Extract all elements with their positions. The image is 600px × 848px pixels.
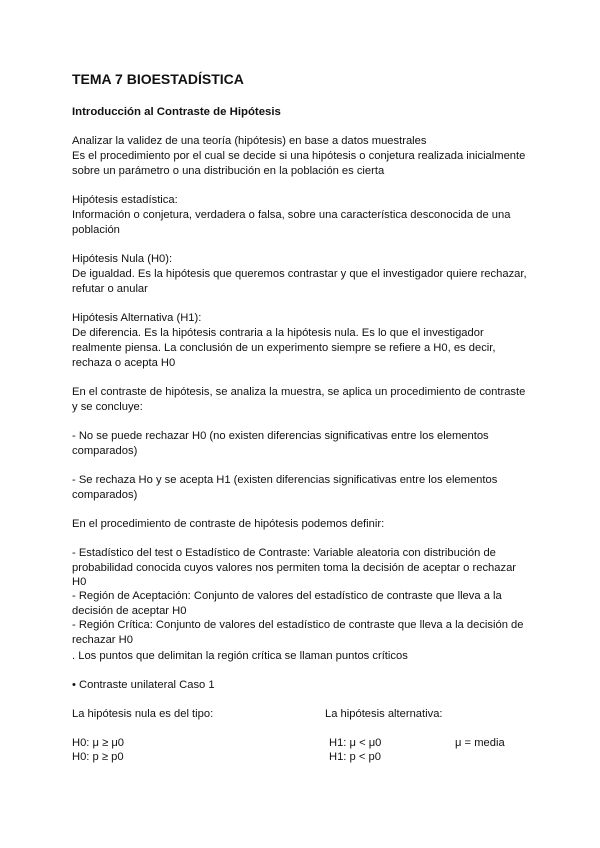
nula-heading: Hipótesis Nula (H0): [72, 253, 173, 265]
definicion-line: probabilidad conocida cuyos valores nos permiten toma la decisión de aceptar o rechazar [72, 562, 517, 574]
conclusion-line: comparados) [72, 445, 138, 457]
section-subtitle: Introducción al Contraste de Hipótesis [72, 106, 281, 118]
alternativa-line: rechaza o acepta H0 [72, 357, 176, 369]
alternativa-line: De diferencia. Es la hipótesis contraria a la hipótesis nula. Es lo que el investigador [72, 327, 484, 339]
definicion-line: decisión de aceptar H0 [72, 605, 187, 617]
caso-bullet: • Contraste unilateral Caso 1 [72, 679, 215, 691]
nula-tipo-header: La hipótesis nula es del tipo: [72, 708, 214, 720]
definicion-line: rechazar H0 [72, 634, 133, 646]
document-title: TEMA 7 BIOESTADÍSTICA [72, 71, 244, 87]
alternativa-heading: Hipótesis Alternativa (H1): [72, 312, 202, 324]
estadistica-line: población [72, 224, 120, 236]
estadistica-heading: Hipótesis estadística: [72, 194, 178, 206]
media-note: μ = media [455, 737, 505, 749]
nula-line: refutar o anular [72, 283, 148, 295]
definicion-line: - Región de Aceptación: Conjunto de valores del estadístico de contraste que lleva a la [72, 590, 502, 602]
h1-row: H1: μ < μ0 [329, 737, 382, 749]
definicion-line: - Estadístico del test o Estadístico de Contraste: Variable aleatoria con distribución de [72, 547, 496, 559]
nula-line: De igualdad. Es la hipótesis que queremos contrastar y que el investigador quiere rechazar, [72, 268, 527, 280]
definicion-line: . Los puntos que delimitan la región crítica se llaman puntos críticos [72, 650, 408, 662]
estadistica-line: Información o conjetura, verdadera o falsa, sobre una característica desconocida de una [72, 209, 511, 221]
intro-line: sobre un parámetro o una distribución en la población es cierta [72, 165, 385, 177]
contraste-line: En el contraste de hipótesis, se analiza la muestra, se aplica un procedimiento de contraste [72, 386, 526, 398]
contraste-line: y se concluye: [72, 401, 143, 413]
h1-row: H1: p < p0 [329, 751, 381, 763]
definicion-line: - Región Crítica: Conjunto de valores del estadístico de contraste que lleva a la decisión de [72, 619, 524, 631]
intro-line: Analizar la validez de una teoría (hipótesis) en base a datos muestrales [72, 135, 427, 147]
conclusion-line: comparados) [72, 489, 138, 501]
intro-line: Es el procedimiento por el cual se decide si una hipótesis o conjetura realizada inicialmente [72, 150, 526, 162]
definicion-line: H0 [72, 576, 87, 588]
definir-line: En el procedimiento de contraste de hipótesis podemos definir: [72, 518, 385, 530]
alternativa-line: realmente piensa. La conclusión de un experimento siempre se refiere a H0, es decir, [72, 342, 496, 354]
conclusion-line: - No se puede rechazar H0 (no existen diferencias significativas entre los elementos [72, 430, 489, 442]
h0-row: H0: μ ≥ μ0 [72, 737, 124, 749]
alternativa-header: La hipótesis alternativa: [325, 708, 443, 720]
h0-row: H0: p ≥ p0 [72, 751, 124, 763]
conclusion-line: - Se rechaza Ho y se acepta H1 (existen diferencias significativas entre los elementos [72, 474, 498, 486]
